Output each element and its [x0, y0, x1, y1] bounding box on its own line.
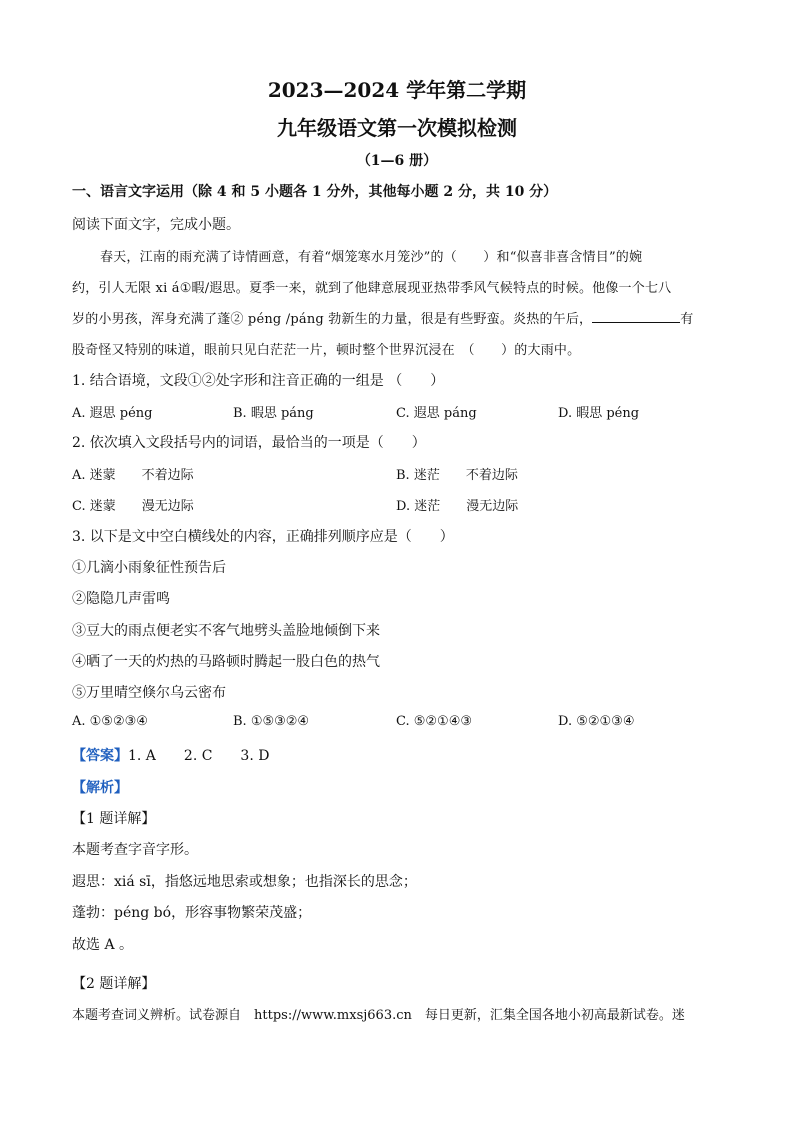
question-2-option-d: D. 迷茫 漫无边际: [396, 499, 519, 514]
question-3-item: ①几滴小雨象征性预告后: [72, 560, 226, 576]
question-1-stem: 1. 结合语境，文段①②处字形和注音正确的一组是 （ ）: [72, 373, 445, 389]
passage-text: 岁的小男孩，浑身充满了蓬② péng /páng 勃新生的力量，很是有些野蛮。炎热的午后，: [72, 312, 593, 327]
detail-1-line: 蓬勃：péng bó，形容事物繁荣茂盛；: [72, 905, 312, 921]
answer-values: 1. A 2. C 3. D: [128, 748, 270, 764]
question-1-option-c: C. 遐思 páng: [396, 406, 477, 421]
passage-line: 约，引人无限 xi á①暇/遐思。夏季一来，就到了他肆意展现亚热带季风气候特点的时候。他像一个七八: [72, 281, 672, 296]
question-1-option-b: B. 暇思 páng: [233, 406, 314, 421]
question-1-option-a: A. 遐思 péng: [72, 406, 153, 421]
passage-line: [72, 308, 693, 327]
exam-year-title: 2023—2024 学年第二学期: [267, 78, 527, 102]
detail-2-tag: 【2 题详解】: [72, 976, 156, 992]
question-1-option-d: D. 暇思 péng: [558, 406, 640, 421]
question-2-stem: 2. 依次填入文段括号内的词语，最恰当的一项是（ ）: [72, 435, 426, 451]
question-2-option-b: B. 迷茫 不着边际: [396, 468, 518, 483]
passage-line: 春天，江南的雨充满了诗情画意，有着“烟笼寒水月笼沙”的（ ）和“似喜非喜含情目”的婉: [100, 250, 643, 265]
question-3-stem: 3. 以下是文中空白横线处的内容，正确排列顺序应是（ ）: [72, 529, 454, 545]
reading-instruction: 阅读下面文字，完成小题。: [72, 217, 240, 233]
passage-line: 股奇怪又特别的味道，眼前只见白茫茫一片，顿时整个世界沉浸在 （ ）的大雨中。: [72, 343, 581, 358]
fill-blank: [592, 310, 680, 323]
answer-line: [72, 745, 269, 765]
answer-tag: 【答案】: [72, 748, 128, 764]
question-2-option-c: C. 迷蒙 漫无边际: [72, 499, 194, 514]
section-heading: 一、语言文字运用（除 4 和 5 小题各 1 分外，其他每小题 2 分，共 10 分）: [72, 184, 558, 200]
question-3-item: ⑤万里晴空倏尔乌云密布: [72, 685, 226, 701]
passage-text: 有: [680, 312, 694, 327]
question-3-item: ④晒了一天的灼热的马路顿时腾起一股白色的热气: [72, 654, 380, 670]
detail-1-tag: 【1 题详解】: [72, 811, 156, 827]
question-2-option-a: A. 迷蒙 不着边际: [72, 468, 194, 483]
analysis-tag: 【解析】: [72, 780, 128, 796]
detail-1-conclusion: 故选 A 。: [72, 937, 134, 953]
exam-scope: （1—6 册）: [356, 153, 438, 169]
question-3-option-c: C. ⑤②①④③: [396, 714, 473, 729]
question-3-option-b: B. ①⑤③②④: [233, 714, 310, 729]
detail-1-intro: 本题考查字音字形。: [72, 842, 198, 858]
detail-2-intro: 本题考查词义辨析。试卷源自 https://www.mxsj663.cn 每日更新，汇集全国各地小初高最新试卷。迷: [72, 1008, 685, 1023]
exam-title: 九年级语文第一次模拟检测: [277, 116, 517, 140]
question-3-item: ②隐隐几声雷鸣: [72, 591, 170, 607]
question-3-option-a: A. ①⑤②③④: [72, 714, 148, 729]
question-3-item: ③豆大的雨点便老实不客气地劈头盖脸地倾倒下来: [72, 623, 380, 639]
detail-1-line: 遐思：xiá sī，指悠远地思索或想象；也指深长的思念；: [72, 874, 417, 890]
question-3-option-d: D. ⑤②①③④: [558, 714, 635, 729]
